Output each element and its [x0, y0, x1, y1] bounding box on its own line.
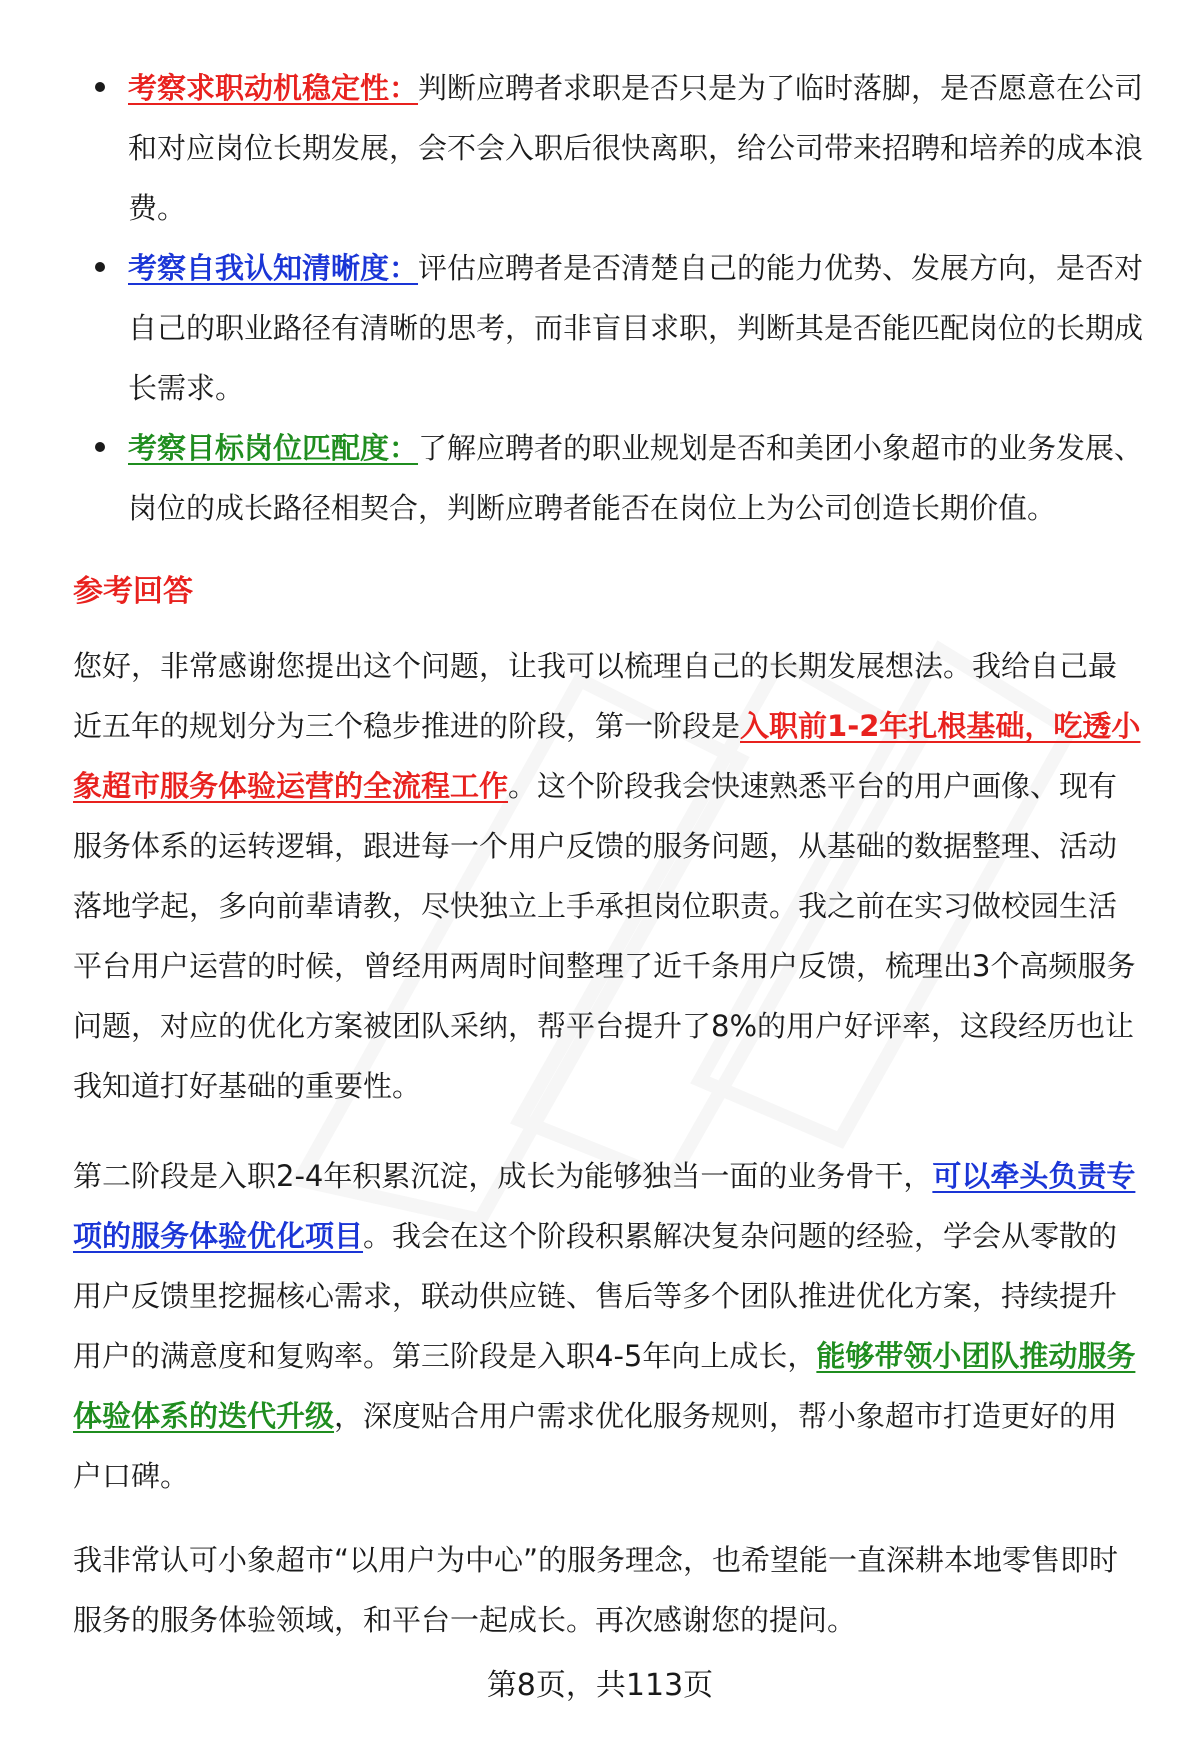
list-item	[95, 238, 1145, 418]
paragraph-text: 第二阶段是入职2-4年积累沉淀，成长为能够独当一面的业务骨干，	[73, 1159, 933, 1193]
list-item	[95, 418, 1145, 538]
paragraph-text: ，深度贴合用户需求优化服务规则，帮小象超市打造更好的用户口碑。	[73, 1399, 1118, 1493]
criteria-label: 考察目标岗位匹配度：	[128, 431, 419, 465]
criteria-label: 考察求职动机稳定性：	[128, 71, 419, 105]
bullet-icon	[95, 262, 105, 272]
bullet-icon	[95, 82, 105, 92]
criteria-text: 评估应聘者是否清楚自己的能力优势、发展方向，是否对自己的职业路径有清晰的思考，而非盲目求职，判断其是否能匹配岗位的长期成长需求。	[128, 251, 1144, 405]
list-item	[95, 58, 1145, 238]
paragraph-text: 。这个阶段我会快速熟悉平台的用户画像、现有服务体系的运转逻辑，跟进每一个用户反馈的服务问题，从基础的数据整理、活动落地学起，多向前辈请教，尽快独立上手承担岗位职责。我之前在实习做校园生活平台用户运营的时候，曾经用两周时间整理了近千条用户反馈，梳理出3个高频服务问题，对应的优化方案被团队采纳，帮平台提升了8%的用户好评率，这段经历也让我知道打好基础的重要性。	[73, 769, 1136, 1103]
highlight-text: 能够带领小团队推动服务体验体系的迭代升级	[73, 1339, 1136, 1433]
paragraph-text: 您好，非常感谢您提出这个问题，让我可以梳理自己的长期发展想法。我给自己最近五年的规划分为三个稳步推进的阶段，第一阶段是	[73, 649, 1118, 743]
highlight-text: 可以牵头负责专项的服务体验优化项目	[73, 1159, 1136, 1253]
bullet-icon	[95, 442, 105, 452]
answer-paragraph-2	[73, 1146, 1145, 1506]
section-title: 参考回答	[73, 574, 193, 609]
answer-paragraph-1	[73, 636, 1145, 1116]
page-number: 第8页，共113页	[486, 1668, 714, 1703]
highlight-text: 入职前1-2年扎根基础，吃透小象超市服务体验运营的全流程工作	[73, 709, 1141, 803]
criteria-label: 考察自我认知清晰度：	[128, 251, 419, 285]
criteria-text: 判断应聘者求职是否只是为了临时落脚，是否愿意在公司和对应岗位长期发展，会不会入职后很快离职，给公司带来招聘和培养的成本浪费。	[128, 71, 1144, 225]
criteria-list	[95, 58, 1145, 538]
answer-paragraph-3: 我非常认可小象超市“以用户为中心”的服务理念，也希望能一直深耕本地零售即时服务的服务体验领域，和平台一起成长。再次感谢您的提问。	[73, 1543, 1119, 1637]
criteria-text: 了解应聘者的职业规划是否和美团小象超市的业务发展、岗位的成长路径相契合，判断应聘者能否在岗位上为公司创造长期价值。	[128, 431, 1144, 525]
paragraph-text: 。我会在这个阶段积累解决复杂问题的经验，学会从零散的用户反馈里挖掘核心需求，联动供应链、售后等多个团队推进优化方案，持续提升用户的满意度和复购率。第三阶段是入职4-5年向上成长，	[73, 1219, 1118, 1373]
